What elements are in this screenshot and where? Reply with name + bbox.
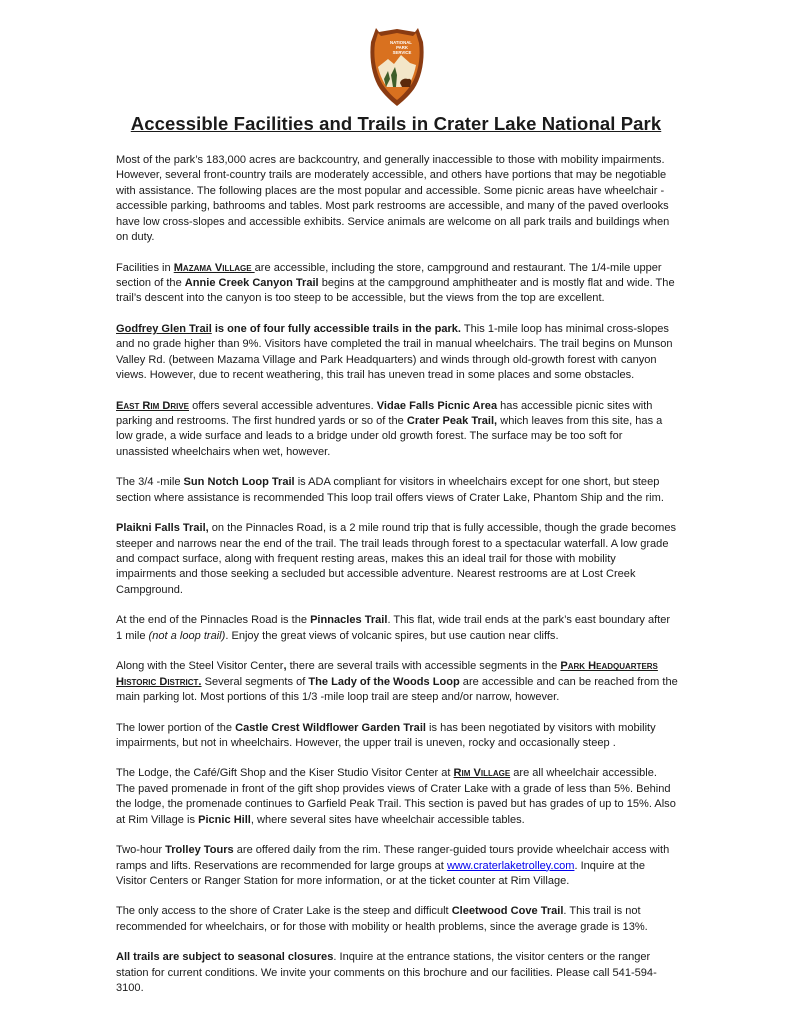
paragraph-sun-notch: The 3/4 -mile Sun Notch Loop Trail is ADA compliant for visitors in wheelchairs except for one short, but steep section where assistance is recommended This loop trail offers views of Crater Lake, Phantom Ship and the rim. [116, 476, 664, 504]
paragraph-castle-crest: The lower portion of the Castle Crest Wildflower Garden Trail is has been negotiated by visitors with mobility impairments, but not in wheelchairs. However, the upper trail is uneven, rocky and occasionally steep . [116, 721, 656, 749]
cleetwood-cove-trail-name: Cleetwood Cove Trail [451, 905, 564, 918]
paragraph-seasonal-closures: All trails are subject to seasonal closures. Inquire at the entrance stations, the visitor centers or the ranger station for current conditions. We invite your comments on this brochure and our facilities. Please call 541-594-3100. [116, 951, 657, 995]
page-title: Accessible Facilities and Trails in Crater Lake National Park [130, 113, 662, 134]
paragraph-pinnacles: At the end of the Pinnacles Road is the Pinnacles Trail. This flat, wide trail ends at the park’s east boundary after 1 mile (not a loop trail). Enjoy the great views of volcanic spires, but use caution near cliffs. [116, 614, 671, 642]
godfrey-glen-trail-name: Godfrey Glen Trail [116, 322, 212, 335]
crater-peak-trail-name: Crater Peak Trail, [406, 414, 498, 427]
pinnacles-trail-name: Pinnacles Trail [310, 614, 388, 627]
paragraph-godfrey-glen: Godfrey Glen Trail is one of four fully accessible trails in the park. This 1-mile loop has minimal cross-slopes and no grade higher than 9%. Visitors have completed the trail in manual wheelchairs. The trail begins on Munson Valley Rd. (between Mazama Village and Park Headquarters) and winds through old-growth forest with canyon views. However, due to recent weathering, this trail has uneven tread in some places and some obstacles. [116, 322, 673, 382]
nps-arrowhead-logo [366, 27, 428, 107]
sun-notch-trail-name: Sun Notch Loop Trail [183, 476, 295, 489]
plaikni-falls-trail-name: Plaikni Falls Trail, [116, 522, 209, 535]
paragraph-plaikni-falls: Plaikni Falls Trail, on the Pinnacles Road, is a 2 mile round trip that is fully accessible, though the grade becomes steeper and narrows near the end of the trail. The trail leads through forest to a spectacular waterfall. A low grade and compact surface, along with frequent resting areas, makes this an ideal trail for those with mobility impairments and those seeking a secluded but accessible adventure. Nearest restrooms are at Lost Creek Campground. [116, 522, 677, 596]
mazama-village-heading: Mazama Village [173, 261, 255, 274]
paragraph-cleetwood-cove: The only access to the shore of Crater Lake is the steep and difficult Cleetwood Cove Trail. This trail is not recommended for wheelchairs, or for those with mobility or health problems, since the average grade is 13%. [116, 905, 648, 933]
paragraph-rim-village: The Lodge, the Café/Gift Shop and the Kiser Studio Visitor Center at Rim Village are all wheelchair accessible. The paved promenade in front of the gift shop provides views of Crater Lake with a grade of less than 5%. Behind the lodge, the promenade continues to Garfield Peak Trail. This section is paved but has grades of up to 15%. Also at Rim Village is Picnic Hill, where several sites have wheelchair accessible tables. [116, 767, 676, 826]
paragraph-intro: Most of the park’s 183,000 acres are backcountry, and generally inaccessible to those with mobility impairments. However, several front-country trails are moderately accessible, and others have portions that may be negotiable with assistance. The following places are the most popular and accessible. Some picnic areas have wheelchair -accessible parking, bathrooms and tables. Most park restrooms are accessible, and many of the paved overlooks have low cross-slopes and accessible exhibits. Service animals are welcome on all park trails and buildings when on duty. [116, 154, 670, 244]
paragraph-park-headquarters: Along with the Steel Visitor Center, there are several trails with accessible segments in the Park Headquarters Historic District. Several segments of The Lady of the Woods Loop are accessible and can be reached from the main parking lot. Most portions of this 1/3 -mile loop trail are steep and/or narrow, however. [116, 660, 678, 704]
document-body [116, 153, 678, 1012]
paragraph-mazama-village: Facilities in Mazama Village are accessible, including the store, campground and restaurant. The 1/4-mile upper section of the Annie Creek Canyon Trail begins at the campground amphitheater and is mostly flat and wide. The trail’s descent into the canyon is too steep to be accessible, but the views from the top are excellent. [116, 261, 675, 305]
svg-text:NATIONAL: NATIONAL [390, 40, 412, 45]
trolley-tours-name: Trolley Tours [165, 844, 234, 857]
annie-creek-trail-name: Annie Creek Canyon Trail [184, 276, 319, 289]
vidae-falls-name: Vidae Falls Picnic Area [376, 399, 498, 412]
svg-text:PARK: PARK [396, 45, 408, 50]
paragraph-trolley-tours: Two-hour Trolley Tours are offered daily from the rim. These ranger-guided tours provide wheelchair access with ramps and lifts. Reservations are recommended for large groups at www.craterlaketrolley.com. Inquire at the Visitor Centers or Ranger Station for more information, or at the ticket counter at Rim Village. [116, 844, 670, 887]
lady-of-the-woods-name: The Lady of the Woods Loop [308, 675, 460, 688]
seasonal-closures-notice: All trails are subject to seasonal closures [116, 951, 334, 964]
picnic-hill-name: Picnic Hill [198, 813, 251, 826]
svg-text:SERVICE: SERVICE [392, 50, 412, 55]
park-headquarters-heading: Park Headquarters Historic District. [116, 660, 658, 688]
paragraph-east-rim-drive: East Rim Drive offers several accessible adventures. Vidae Falls Picnic Area has accessible picnic sites with parking and restrooms. The first hundred yards or so of the Crater Peak Trail, which leaves from this site, has a low grade, a wide surface and leads to a bridge under old growth forest. The surface may be too soft for unassisted wheelchairs when wet, however. [116, 399, 663, 458]
east-rim-drive-heading: East Rim Drive [116, 399, 190, 412]
trolley-website-link[interactable]: www.craterlaketrolley.com [446, 859, 575, 872]
rim-village-heading: Rim Village [453, 767, 511, 780]
castle-crest-trail-name: Castle Crest Wildflower Garden Trail [235, 721, 426, 734]
